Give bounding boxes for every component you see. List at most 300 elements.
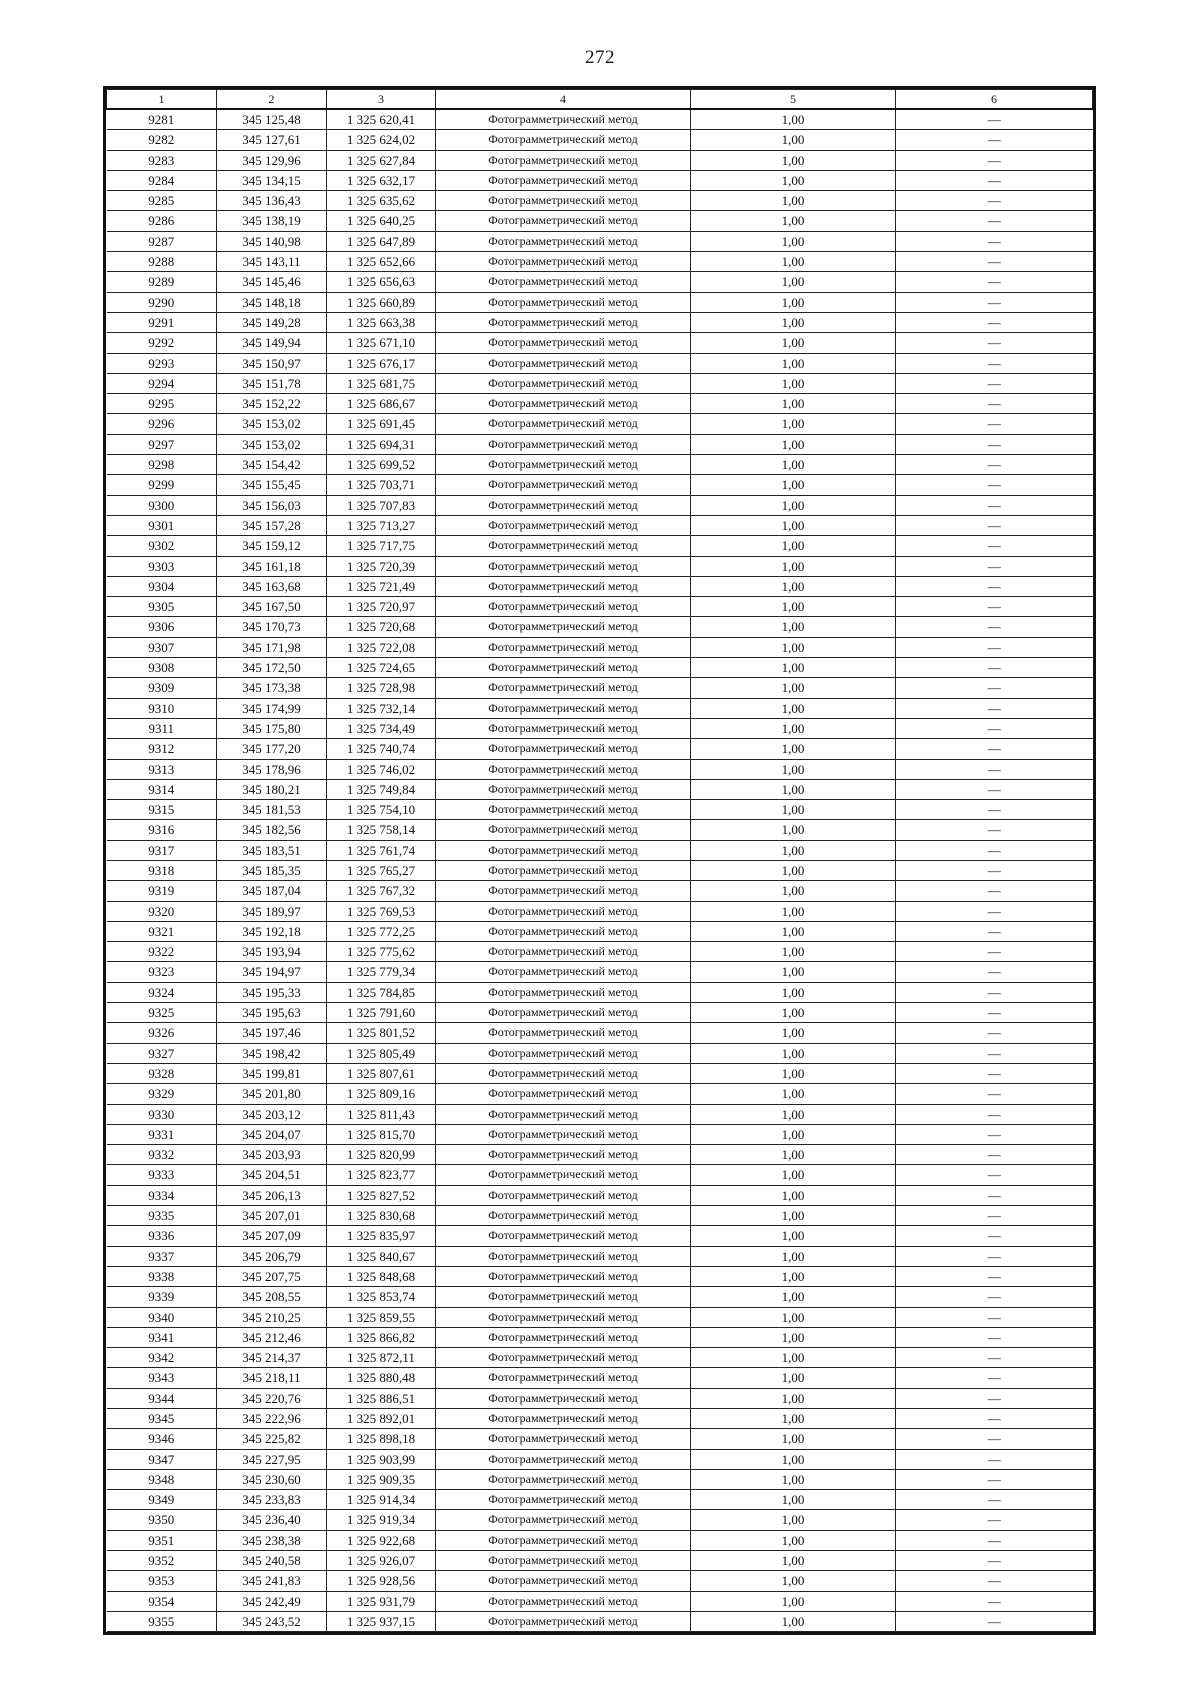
table-row [107, 779, 1093, 799]
accuracy-cell: 1,00 [691, 292, 896, 312]
x-coordinate-cell: 345 203,12 [217, 1104, 327, 1124]
method-cell: Фотограмметрический метод [436, 1469, 691, 1489]
point-number-cell: 9290 [107, 292, 217, 312]
note-cell: — [896, 962, 1093, 982]
accuracy-cell: 1,00 [691, 698, 896, 718]
point-number-cell: 9324 [107, 982, 217, 1002]
method-cell: Фотограмметрический метод [436, 414, 691, 434]
method-cell: Фотограмметрический метод [436, 1611, 691, 1631]
accuracy-cell: 1,00 [691, 1388, 896, 1408]
table-row [107, 840, 1093, 860]
point-number-cell: 9308 [107, 658, 217, 678]
accuracy-cell: 1,00 [691, 191, 896, 211]
note-cell: — [896, 455, 1093, 475]
point-number-cell: 9334 [107, 1185, 217, 1205]
method-cell: Фотограмметрический метод [436, 942, 691, 962]
point-number-cell: 9342 [107, 1348, 217, 1368]
accuracy-cell: 1,00 [691, 231, 896, 251]
point-number-cell: 9352 [107, 1551, 217, 1571]
accuracy-cell: 1,00 [691, 495, 896, 515]
method-cell: Фотограмметрический метод [436, 901, 691, 921]
note-cell: — [896, 1530, 1093, 1550]
point-number-cell: 9292 [107, 333, 217, 353]
method-cell: Фотограмметрический метод [436, 840, 691, 860]
point-number-cell: 9340 [107, 1307, 217, 1327]
note-cell: — [896, 312, 1093, 332]
table-row [107, 1348, 1093, 1368]
table-row [107, 1063, 1093, 1083]
accuracy-cell: 1,00 [691, 1327, 896, 1347]
note-cell: — [896, 414, 1093, 434]
x-coordinate-cell: 345 220,76 [217, 1388, 327, 1408]
accuracy-cell: 1,00 [691, 1429, 896, 1449]
table-row [107, 1307, 1093, 1327]
table-row [107, 515, 1093, 535]
accuracy-cell: 1,00 [691, 942, 896, 962]
accuracy-cell: 1,00 [691, 860, 896, 880]
x-coordinate-cell: 345 140,98 [217, 231, 327, 251]
column-header-2: 2 [217, 90, 327, 110]
y-coordinate-cell: 1 325 922,68 [327, 1530, 436, 1550]
x-coordinate-cell: 345 204,07 [217, 1124, 327, 1144]
x-coordinate-cell: 345 153,02 [217, 434, 327, 454]
accuracy-cell: 1,00 [691, 272, 896, 292]
note-cell: — [896, 840, 1093, 860]
table-row [107, 1266, 1093, 1286]
point-number-cell: 9300 [107, 495, 217, 515]
point-number-cell: 9327 [107, 1043, 217, 1063]
point-number-cell: 9335 [107, 1206, 217, 1226]
column-header-6: 6 [896, 90, 1093, 110]
accuracy-cell: 1,00 [691, 1409, 896, 1429]
table-row [107, 1449, 1093, 1469]
x-coordinate-cell: 345 212,46 [217, 1327, 327, 1347]
accuracy-cell: 1,00 [691, 353, 896, 373]
method-cell: Фотограмметрический метод [436, 1348, 691, 1368]
note-cell: — [896, 1165, 1093, 1185]
note-cell: — [896, 942, 1093, 962]
method-cell: Фотограмметрический метод [436, 820, 691, 840]
table-row [107, 1287, 1093, 1307]
note-cell: — [896, 658, 1093, 678]
y-coordinate-cell: 1 325 761,74 [327, 840, 436, 860]
accuracy-cell: 1,00 [691, 1124, 896, 1144]
x-coordinate-cell: 345 240,58 [217, 1551, 327, 1571]
x-coordinate-cell: 345 178,96 [217, 759, 327, 779]
method-cell: Фотограмметрический метод [436, 1145, 691, 1165]
note-cell: — [896, 1185, 1093, 1205]
table-row [107, 1023, 1093, 1043]
table-row [107, 1368, 1093, 1388]
table-row [107, 1510, 1093, 1530]
y-coordinate-cell: 1 325 754,10 [327, 800, 436, 820]
method-cell: Фотограмметрический метод [436, 495, 691, 515]
method-cell: Фотограмметрический метод [436, 1510, 691, 1530]
note-cell: — [896, 1551, 1093, 1571]
accuracy-cell: 1,00 [691, 881, 896, 901]
note-cell: — [896, 1388, 1093, 1408]
table-row [107, 455, 1093, 475]
accuracy-cell: 1,00 [691, 1571, 896, 1591]
point-number-cell: 9295 [107, 394, 217, 414]
point-number-cell: 9306 [107, 617, 217, 637]
y-coordinate-cell: 1 325 681,75 [327, 373, 436, 393]
method-cell: Фотограмметрический метод [436, 658, 691, 678]
method-cell: Фотограмметрический метод [436, 1409, 691, 1429]
accuracy-cell: 1,00 [691, 1611, 896, 1631]
y-coordinate-cell: 1 325 823,77 [327, 1165, 436, 1185]
y-coordinate-cell: 1 325 624,02 [327, 130, 436, 150]
note-cell: — [896, 921, 1093, 941]
accuracy-cell: 1,00 [691, 515, 896, 535]
accuracy-cell: 1,00 [691, 475, 896, 495]
accuracy-cell: 1,00 [691, 252, 896, 272]
table-body [107, 109, 1093, 1632]
table-row [107, 170, 1093, 190]
table-row [107, 556, 1093, 576]
method-cell: Фотограмметрический метод [436, 1287, 691, 1307]
y-coordinate-cell: 1 325 620,41 [327, 109, 436, 130]
table-row [107, 658, 1093, 678]
table-row [107, 394, 1093, 414]
note-cell: — [896, 739, 1093, 759]
y-coordinate-cell: 1 325 820,99 [327, 1145, 436, 1165]
x-coordinate-cell: 345 171,98 [217, 637, 327, 657]
note-cell: — [896, 759, 1093, 779]
point-number-cell: 9284 [107, 170, 217, 190]
accuracy-cell: 1,00 [691, 637, 896, 657]
note-cell: — [896, 1469, 1093, 1489]
method-cell: Фотограмметрический метод [436, 312, 691, 332]
x-coordinate-cell: 345 156,03 [217, 495, 327, 515]
x-coordinate-cell: 345 143,11 [217, 252, 327, 272]
method-cell: Фотограмметрический метод [436, 1124, 691, 1144]
method-cell: Фотограмметрический метод [436, 1063, 691, 1083]
x-coordinate-cell: 345 182,56 [217, 820, 327, 840]
note-cell: — [896, 576, 1093, 596]
y-coordinate-cell: 1 325 772,25 [327, 921, 436, 941]
method-cell: Фотограмметрический метод [436, 434, 691, 454]
point-number-cell: 9320 [107, 901, 217, 921]
y-coordinate-cell: 1 325 886,51 [327, 1388, 436, 1408]
x-coordinate-cell: 345 206,13 [217, 1185, 327, 1205]
x-coordinate-cell: 345 149,28 [217, 312, 327, 332]
accuracy-cell: 1,00 [691, 1246, 896, 1266]
note-cell: — [896, 800, 1093, 820]
point-number-cell: 9296 [107, 414, 217, 434]
x-coordinate-cell: 345 174,99 [217, 698, 327, 718]
point-number-cell: 9354 [107, 1591, 217, 1611]
point-number-cell: 9317 [107, 840, 217, 860]
y-coordinate-cell: 1 325 686,67 [327, 394, 436, 414]
table-row [107, 1327, 1093, 1347]
accuracy-cell: 1,00 [691, 109, 896, 130]
table-row [107, 1611, 1093, 1631]
x-coordinate-cell: 345 201,80 [217, 1084, 327, 1104]
method-cell: Фотограмметрический метод [436, 860, 691, 880]
method-cell: Фотограмметрический метод [436, 1388, 691, 1408]
method-cell: Фотограмметрический метод [436, 1003, 691, 1023]
point-number-cell: 9332 [107, 1145, 217, 1165]
y-coordinate-cell: 1 325 671,10 [327, 333, 436, 353]
method-cell: Фотограмметрический метод [436, 576, 691, 596]
note-cell: — [896, 1104, 1093, 1124]
note-cell: — [896, 1368, 1093, 1388]
accuracy-cell: 1,00 [691, 1063, 896, 1083]
accuracy-cell: 1,00 [691, 130, 896, 150]
method-cell: Фотограмметрический метод [436, 292, 691, 312]
method-cell: Фотограмметрический метод [436, 962, 691, 982]
x-coordinate-cell: 345 233,83 [217, 1490, 327, 1510]
x-coordinate-cell: 345 199,81 [217, 1063, 327, 1083]
table-row [107, 495, 1093, 515]
note-cell: — [896, 1591, 1093, 1611]
table-row [107, 1530, 1093, 1550]
table-row [107, 1409, 1093, 1429]
accuracy-cell: 1,00 [691, 150, 896, 170]
y-coordinate-cell: 1 325 872,11 [327, 1348, 436, 1368]
point-number-cell: 9343 [107, 1368, 217, 1388]
method-cell: Фотограмметрический метод [436, 1246, 691, 1266]
note-cell: — [896, 779, 1093, 799]
x-coordinate-cell: 345 222,96 [217, 1409, 327, 1429]
table-row [107, 1124, 1093, 1144]
y-coordinate-cell: 1 325 758,14 [327, 820, 436, 840]
point-number-cell: 9347 [107, 1449, 217, 1469]
y-coordinate-cell: 1 325 627,84 [327, 150, 436, 170]
y-coordinate-cell: 1 325 767,32 [327, 881, 436, 901]
accuracy-cell: 1,00 [691, 658, 896, 678]
note-cell: — [896, 881, 1093, 901]
table-row [107, 1591, 1093, 1611]
x-coordinate-cell: 345 195,63 [217, 1003, 327, 1023]
x-coordinate-cell: 345 172,50 [217, 658, 327, 678]
table-row [107, 292, 1093, 312]
x-coordinate-cell: 345 189,97 [217, 901, 327, 921]
accuracy-cell: 1,00 [691, 1551, 896, 1571]
point-number-cell: 9286 [107, 211, 217, 231]
accuracy-cell: 1,00 [691, 1084, 896, 1104]
point-number-cell: 9344 [107, 1388, 217, 1408]
table-row [107, 759, 1093, 779]
table-row [107, 982, 1093, 1002]
x-coordinate-cell: 345 207,09 [217, 1226, 327, 1246]
accuracy-cell: 1,00 [691, 455, 896, 475]
point-number-cell: 9353 [107, 1571, 217, 1591]
point-number-cell: 9309 [107, 678, 217, 698]
method-cell: Фотограмметрический метод [436, 272, 691, 292]
note-cell: — [896, 1571, 1093, 1591]
point-number-cell: 9307 [107, 637, 217, 657]
note-cell: — [896, 1611, 1093, 1631]
x-coordinate-cell: 345 180,21 [217, 779, 327, 799]
y-coordinate-cell: 1 325 676,17 [327, 353, 436, 373]
method-cell: Фотограмметрический метод [436, 698, 691, 718]
table-row [107, 678, 1093, 698]
note-cell: — [896, 211, 1093, 231]
y-coordinate-cell: 1 325 931,79 [327, 1591, 436, 1611]
x-coordinate-cell: 345 206,79 [217, 1246, 327, 1266]
method-cell: Фотограмметрический метод [436, 1165, 691, 1185]
point-number-cell: 9305 [107, 597, 217, 617]
x-coordinate-cell: 345 238,38 [217, 1530, 327, 1550]
table-row [107, 698, 1093, 718]
note-cell: — [896, 1429, 1093, 1449]
point-number-cell: 9333 [107, 1165, 217, 1185]
method-cell: Фотограмметрический метод [436, 231, 691, 251]
point-number-cell: 9291 [107, 312, 217, 332]
x-coordinate-cell: 345 148,18 [217, 292, 327, 312]
accuracy-cell: 1,00 [691, 1266, 896, 1286]
x-coordinate-cell: 345 183,51 [217, 840, 327, 860]
note-cell: — [896, 1003, 1093, 1023]
x-coordinate-cell: 345 192,18 [217, 921, 327, 941]
table-row [107, 434, 1093, 454]
table-row [107, 536, 1093, 556]
table-row [107, 637, 1093, 657]
table-row [107, 1003, 1093, 1023]
table-row [107, 312, 1093, 332]
table-row [107, 272, 1093, 292]
table-row [107, 1226, 1093, 1246]
note-cell: — [896, 170, 1093, 190]
y-coordinate-cell: 1 325 721,49 [327, 576, 436, 596]
method-cell: Фотограмметрический метод [436, 130, 691, 150]
x-coordinate-cell: 345 173,38 [217, 678, 327, 698]
accuracy-cell: 1,00 [691, 1023, 896, 1043]
point-number-cell: 9345 [107, 1409, 217, 1429]
method-cell: Фотограмметрический метод [436, 1084, 691, 1104]
note-cell: — [896, 820, 1093, 840]
point-number-cell: 9294 [107, 373, 217, 393]
point-number-cell: 9293 [107, 353, 217, 373]
y-coordinate-cell: 1 325 801,52 [327, 1023, 436, 1043]
y-coordinate-cell: 1 325 722,08 [327, 637, 436, 657]
note-cell: — [896, 1084, 1093, 1104]
table-row [107, 109, 1093, 130]
accuracy-cell: 1,00 [691, 1307, 896, 1327]
method-cell: Фотограмметрический метод [436, 252, 691, 272]
method-cell: Фотограмметрический метод [436, 1043, 691, 1063]
y-coordinate-cell: 1 325 926,07 [327, 1551, 436, 1571]
point-number-cell: 9298 [107, 455, 217, 475]
accuracy-cell: 1,00 [691, 820, 896, 840]
accuracy-cell: 1,00 [691, 982, 896, 1002]
accuracy-cell: 1,00 [691, 312, 896, 332]
accuracy-cell: 1,00 [691, 1449, 896, 1469]
y-coordinate-cell: 1 325 720,97 [327, 597, 436, 617]
point-number-cell: 9339 [107, 1287, 217, 1307]
point-number-cell: 9325 [107, 1003, 217, 1023]
y-coordinate-cell: 1 325 892,01 [327, 1409, 436, 1429]
y-coordinate-cell: 1 325 769,53 [327, 901, 436, 921]
note-cell: — [896, 109, 1093, 130]
x-coordinate-cell: 345 185,35 [217, 860, 327, 880]
point-number-cell: 9289 [107, 272, 217, 292]
table-row [107, 962, 1093, 982]
table-row [107, 860, 1093, 880]
note-cell: — [896, 1063, 1093, 1083]
point-number-cell: 9321 [107, 921, 217, 941]
note-cell: — [896, 272, 1093, 292]
accuracy-cell: 1,00 [691, 1368, 896, 1388]
point-number-cell: 9316 [107, 820, 217, 840]
table-row [107, 1206, 1093, 1226]
column-header-5: 5 [691, 90, 896, 110]
y-coordinate-cell: 1 325 919,34 [327, 1510, 436, 1530]
note-cell: — [896, 1226, 1093, 1246]
table-row [107, 475, 1093, 495]
note-cell: — [896, 1510, 1093, 1530]
method-cell: Фотограмметрический метод [436, 779, 691, 799]
y-coordinate-cell: 1 325 775,62 [327, 942, 436, 962]
y-coordinate-cell: 1 325 728,98 [327, 678, 436, 698]
note-cell: — [896, 617, 1093, 637]
y-coordinate-cell: 1 325 937,15 [327, 1611, 436, 1631]
method-cell: Фотограмметрический метод [436, 718, 691, 738]
method-cell: Фотограмметрический метод [436, 191, 691, 211]
point-number-cell: 9337 [107, 1246, 217, 1266]
table-row [107, 617, 1093, 637]
note-cell: — [896, 1043, 1093, 1063]
point-number-cell: 9338 [107, 1266, 217, 1286]
table-row [107, 921, 1093, 941]
x-coordinate-cell: 345 129,96 [217, 150, 327, 170]
x-coordinate-cell: 345 145,46 [217, 272, 327, 292]
method-cell: Фотограмметрический метод [436, 739, 691, 759]
y-coordinate-cell: 1 325 647,89 [327, 231, 436, 251]
x-coordinate-cell: 345 134,15 [217, 170, 327, 190]
x-coordinate-cell: 345 161,18 [217, 556, 327, 576]
method-cell: Фотограмметрический метод [436, 678, 691, 698]
x-coordinate-cell: 345 204,51 [217, 1165, 327, 1185]
coordinates-table [106, 89, 1093, 1632]
method-cell: Фотограмметрический метод [436, 982, 691, 1002]
point-number-cell: 9315 [107, 800, 217, 820]
note-cell: — [896, 1348, 1093, 1368]
accuracy-cell: 1,00 [691, 211, 896, 231]
note-cell: — [896, 495, 1093, 515]
x-coordinate-cell: 345 151,78 [217, 373, 327, 393]
method-cell: Фотограмметрический метод [436, 394, 691, 414]
note-cell: — [896, 292, 1093, 312]
x-coordinate-cell: 345 207,75 [217, 1266, 327, 1286]
accuracy-cell: 1,00 [691, 759, 896, 779]
method-cell: Фотограмметрический метод [436, 1023, 691, 1043]
y-coordinate-cell: 1 325 866,82 [327, 1327, 436, 1347]
note-cell: — [896, 1490, 1093, 1510]
method-cell: Фотограмметрический метод [436, 921, 691, 941]
method-cell: Фотограмметрический метод [436, 1571, 691, 1591]
y-coordinate-cell: 1 325 656,63 [327, 272, 436, 292]
accuracy-cell: 1,00 [691, 1104, 896, 1124]
x-coordinate-cell: 345 208,55 [217, 1287, 327, 1307]
note-cell: — [896, 353, 1093, 373]
y-coordinate-cell: 1 325 909,35 [327, 1469, 436, 1489]
point-number-cell: 9336 [107, 1226, 217, 1246]
method-cell: Фотограмметрический метод [436, 597, 691, 617]
table-row [107, 576, 1093, 596]
note-cell: — [896, 1409, 1093, 1429]
accuracy-cell: 1,00 [691, 901, 896, 921]
point-number-cell: 9281 [107, 109, 217, 130]
table-row [107, 739, 1093, 759]
point-number-cell: 9312 [107, 739, 217, 759]
accuracy-cell: 1,00 [691, 1591, 896, 1611]
table-row [107, 231, 1093, 251]
x-coordinate-cell: 345 241,83 [217, 1571, 327, 1591]
x-coordinate-cell: 345 210,25 [217, 1307, 327, 1327]
